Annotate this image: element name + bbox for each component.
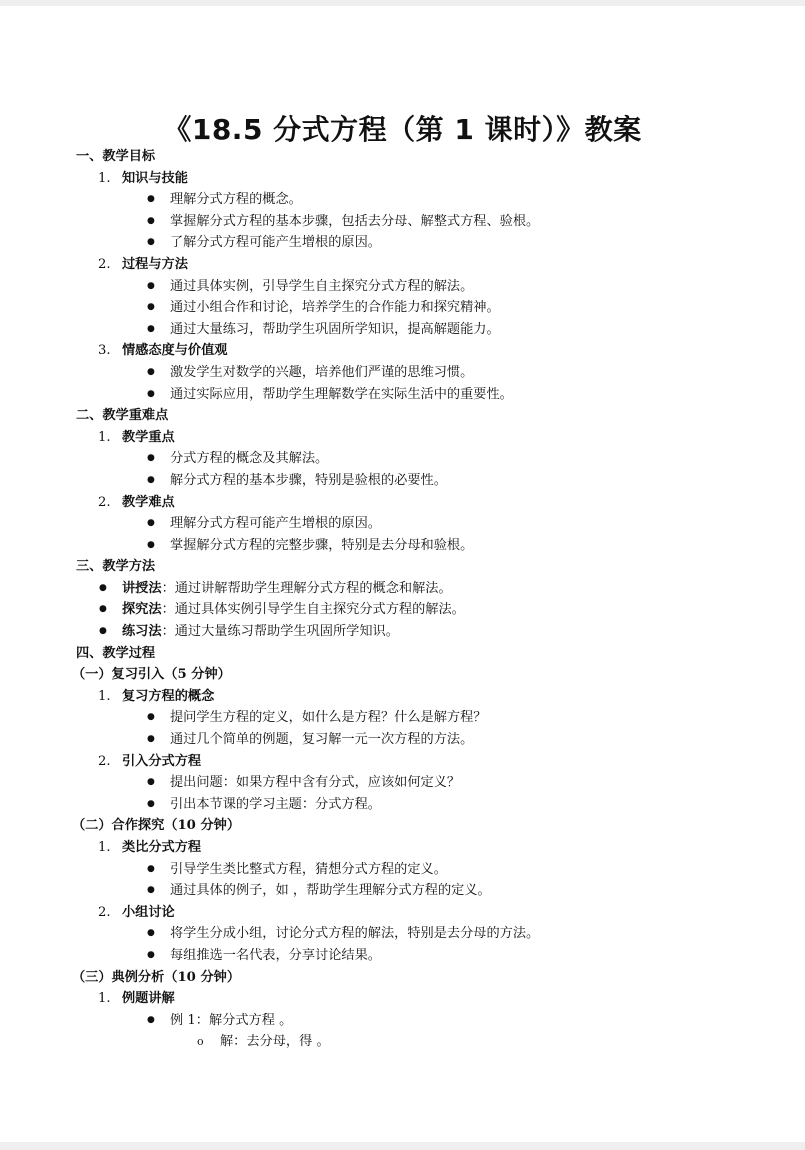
bullet-icon: ●	[147, 453, 155, 464]
bullet-icon: ●	[147, 798, 155, 809]
method-item	[76, 621, 776, 643]
bullet-icon: ●	[147, 777, 155, 788]
bullet-icon: ●	[147, 539, 155, 550]
bullet-icon: ●	[147, 518, 155, 529]
method-name: 探究法	[122, 602, 162, 618]
bullet-icon: ●	[147, 194, 155, 205]
list-number: 2.	[98, 494, 111, 510]
bullet-icon: ●	[147, 366, 155, 377]
subsection-heading: 情感态度与价值观	[122, 343, 228, 359]
list-item: ● 将学生分成小组，讨论分式方程的解法，特别是去分母的方法。	[76, 923, 776, 945]
sub-list-item: o 解：去分母，得 。	[76, 1031, 776, 1053]
list-number: 2.	[98, 256, 111, 272]
bullet-icon: ●	[147, 474, 155, 485]
bullet-icon: ●	[147, 928, 155, 939]
list-item: ● 引出本节课的学习主题：分式方程。	[76, 794, 776, 816]
list-item: ● 理解分式方程的概念。	[76, 189, 776, 211]
bullet-icon: ●	[147, 949, 155, 960]
phase-heading: （三）典例分析（10 分钟）	[72, 969, 241, 985]
list-item: ● 引导学生类比整式方程，猜想分式方程的定义。	[76, 859, 776, 881]
list-number: 1.	[98, 429, 111, 445]
list-item: ● 提出问题：如果方程中含有分式，应该如何定义？	[76, 772, 776, 794]
list-item: ● 通过大量练习，帮助学生巩固所学知识，提高解题能力。	[76, 319, 776, 341]
method-name: 讲授法	[122, 580, 162, 596]
bullet-icon: ●	[147, 280, 155, 291]
bullet-icon: ●	[147, 237, 155, 248]
page-title: 《18.5 分式方程（第 1 课时）》教案	[163, 113, 642, 146]
subsection-heading: 教学难点	[122, 494, 175, 510]
bullet-icon: ●	[147, 1014, 155, 1025]
subsection-heading: 知识与技能	[122, 170, 188, 186]
subsection-heading: 复习方程的概念	[122, 688, 215, 704]
section-heading: 一、教学目标	[76, 149, 156, 164]
bullet-icon: ●	[147, 712, 155, 723]
list-item: ● 激发学生对数学的兴趣，培养他们严谨的思维习惯。	[76, 362, 776, 384]
method-name: 练习法	[122, 624, 162, 640]
bullet-icon: ●	[147, 734, 155, 745]
subsection-heading: 类比分式方程	[122, 840, 202, 855]
list-item: ● 理解分式方程可能产生增根的原因。	[76, 513, 776, 535]
list-item: ● 解分式方程的基本步骤，特别是验根的必要性。	[76, 470, 776, 492]
bullet-icon: ●	[147, 863, 155, 874]
bullet-icon: ●	[99, 604, 107, 615]
phase-heading: （二）合作探究（10 分钟）	[72, 818, 241, 834]
method-item	[76, 599, 776, 621]
list-item: ● 了解分式方程可能产生增根的原因。	[76, 232, 776, 254]
list-number: 1.	[98, 840, 111, 855]
list-number: 2.	[98, 904, 111, 920]
method-desc: ：通过讲解帮助学生理解分式方程的概念和解法。	[161, 580, 452, 596]
list-item: ● 掌握解分式方程的基本步骤，包括去分母、解整式方程、验根。	[76, 211, 776, 233]
bullet-icon: ●	[99, 626, 107, 637]
phase-heading: （一）复习引入（5 分钟）	[72, 667, 231, 683]
method-item	[76, 578, 776, 600]
document-page	[0, 6, 805, 1142]
subsection-heading: 教学重点	[122, 429, 175, 445]
section-heading: 三、教学方法	[76, 559, 156, 575]
list-item: ● 通过小组合作和讨论，培养学生的合作能力和探究精神。	[76, 297, 776, 319]
subsection-heading: 小组讨论	[122, 904, 175, 920]
method-desc: ：通过具体实例引导学生自主探究分式方程的解法。	[161, 602, 465, 618]
bullet-icon: ●	[147, 323, 155, 334]
bullet-icon: ●	[147, 302, 155, 313]
list-item: ● 掌握解分式方程的完整步骤，特别是去分母和验根。	[76, 535, 776, 557]
bullet-icon: ●	[99, 582, 107, 593]
bullet-icon: ●	[147, 215, 155, 226]
list-number: 3.	[98, 343, 111, 359]
subsection-heading: 引入分式方程	[122, 753, 202, 769]
list-number: 1.	[98, 991, 111, 1007]
method-desc: ：通过大量练习帮助学生巩固所学知识。	[161, 624, 399, 640]
list-number: 1.	[98, 688, 111, 704]
circle-bullet-icon: o	[197, 1035, 204, 1049]
list-item: ● 通过具体的例子，如 ，帮助学生理解分式方程的定义。	[76, 880, 776, 902]
list-number: 1.	[98, 170, 111, 186]
subsection-heading: 过程与方法	[122, 256, 188, 272]
list-item: ● 分式方程的概念及其解法。	[76, 448, 776, 470]
list-item: ● 例 1：解分式方程 。	[76, 1010, 776, 1032]
list-item: ● 提问学生方程的定义，如什么是方程？什么是解方程？	[76, 707, 776, 729]
list-item: ● 每组推选一名代表，分享讨论结果。	[76, 945, 776, 967]
bullet-icon: ●	[147, 885, 155, 896]
list-number: 2.	[98, 753, 111, 769]
list-item: ● 通过具体实例，引导学生自主探究分式方程的解法。	[76, 276, 776, 298]
bullet-icon: ●	[147, 388, 155, 399]
document-body	[72, 146, 776, 1053]
list-item: ● 通过实际应用，帮助学生理解数学在实际生活中的重要性。	[76, 384, 776, 406]
section-heading: 四、教学过程	[76, 645, 156, 661]
section-heading: 二、教学重难点	[76, 408, 169, 424]
list-item: ● 通过几个简单的例题，复习解一元一次方程的方法。	[76, 729, 776, 751]
subsection-heading: 例题讲解	[122, 991, 175, 1007]
